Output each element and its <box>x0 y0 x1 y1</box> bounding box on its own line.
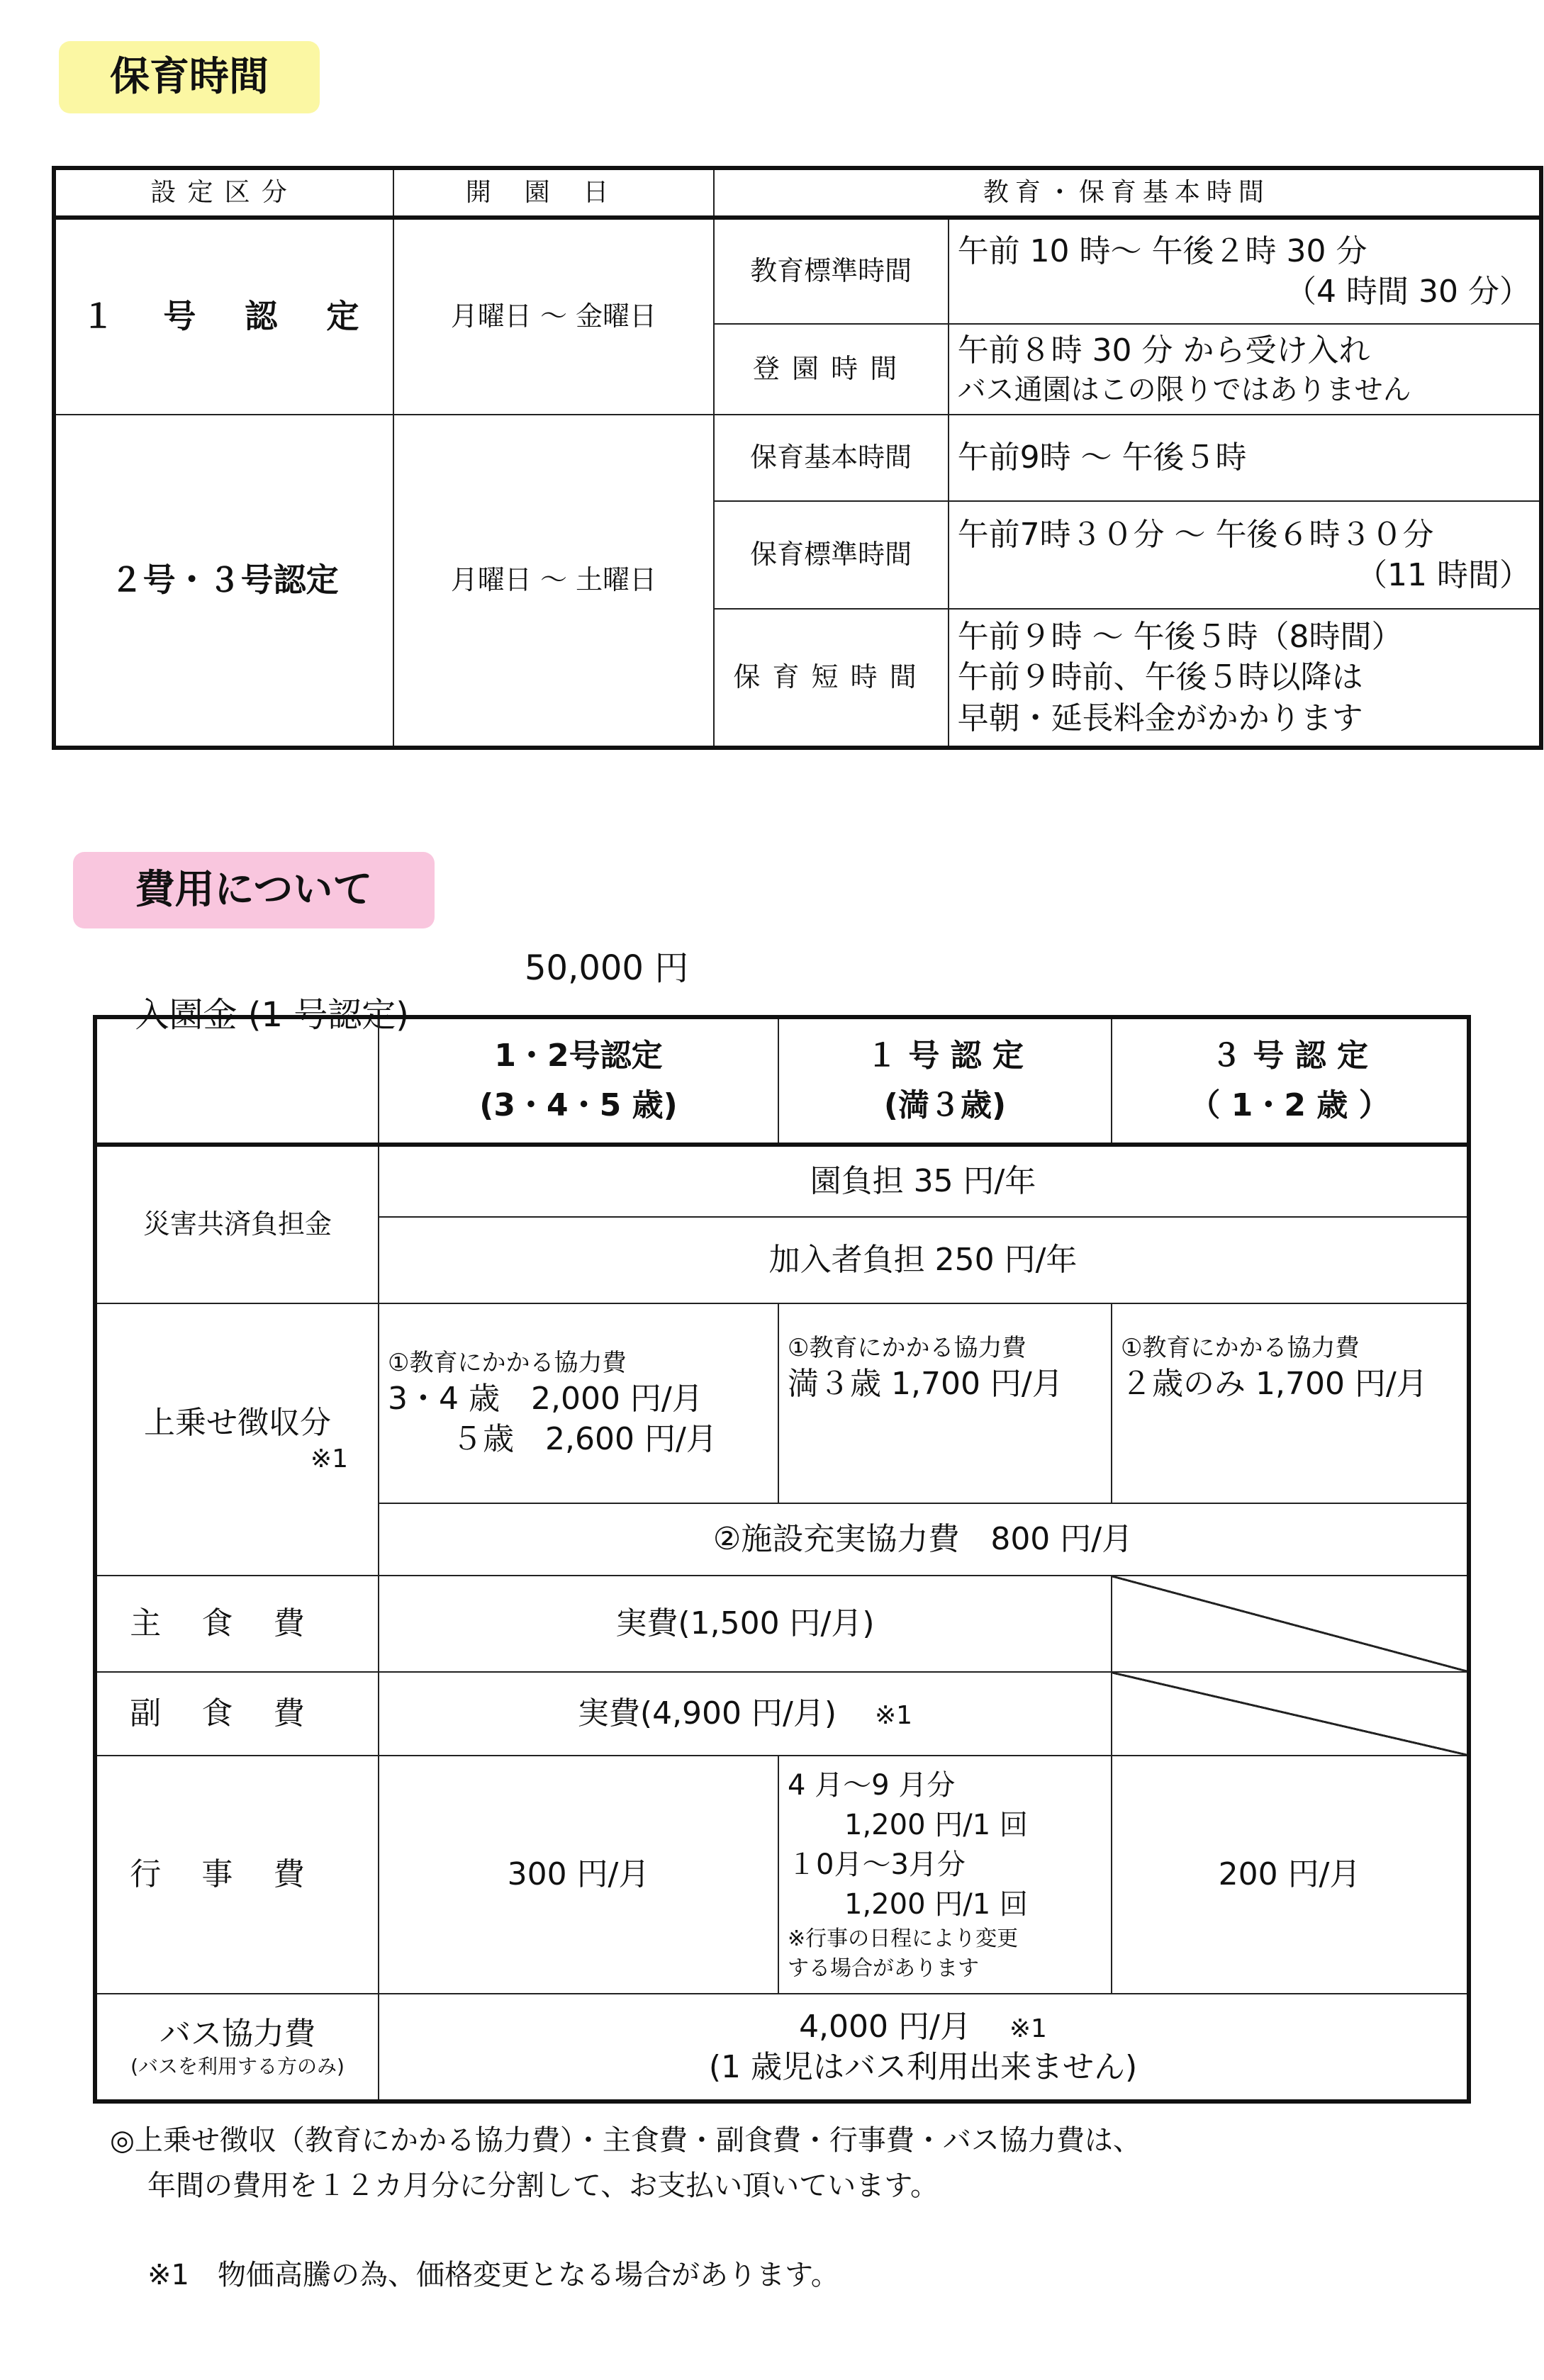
hours-header-row <box>54 168 1541 218</box>
cert23-short-text-1: 午前９時 ～ 午後５時（8時間） <box>957 619 1403 656</box>
extra-col-3-title: ①教育にかかる協力費 <box>1121 1334 1360 1362</box>
extra-label-cell <box>95 1303 379 1576</box>
fees-header-row <box>95 1017 1469 1145</box>
col-2-line-1: １ 号 認 定 <box>866 1037 1024 1074</box>
cert1-arrival-text-1: 午前８時 30 分 から受け入れ <box>957 332 1370 369</box>
events-col-1: 300 円/月 <box>379 1756 778 1994</box>
cert23-standard-cell <box>949 501 1541 609</box>
bus-value: 4,000 円/月 <box>799 2008 971 2045</box>
col-3-line-1: ３ 号 認 定 <box>1211 1037 1368 1074</box>
cert1-label: １ 号 認 定 <box>54 218 393 415</box>
extra-col-3 <box>1112 1303 1469 1503</box>
cert23-standard-duration: （11 時間） <box>1356 557 1531 593</box>
extra-label: 上乗せ徴収分 <box>144 1405 331 1441</box>
fees-section-title: 費用について <box>73 852 435 928</box>
cert1-standard-duration: （4 時間 30 分） <box>1285 274 1531 310</box>
cert1-arrival-text-2: バス通園はこの限りではありません <box>957 373 1411 406</box>
cert23-row-basic <box>54 415 1541 501</box>
footnote-3: ※1 物価高騰の為、価格変更となる場合があります。 <box>147 2259 839 2291</box>
cert23-standard-label: 保育標準時間 <box>714 501 949 609</box>
col-1-line-1: 1・2号認定 <box>494 1037 663 1074</box>
events-label: 行事費 <box>95 1756 379 1994</box>
cert23-standard-time: 午前7時３０分 ～ 午後６時３０分 <box>957 516 1434 553</box>
bus-note: ※1 <box>1009 2014 1047 2043</box>
events-col-2-line-2: 1,200 円/1 回 <box>844 1809 1028 1841</box>
footnote-1: ◎上乗せ徴収（教育にかかる協力費）・主食費・副食費・行事費・バス協力費は、 <box>110 2124 1141 2157</box>
extra-col-1 <box>379 1303 778 1503</box>
entrance-fee-amount: 50,000 円 <box>525 948 689 988</box>
col-3-line-2: （ 1・2 歳 ） <box>1189 1087 1390 1123</box>
cert23-short-text-3: 早朝・延長料金がかかります <box>957 700 1363 736</box>
bus-row <box>95 1994 1469 2101</box>
fees-header-col-2 <box>778 1017 1112 1145</box>
header-basic-hours: 教育・保育基本時間 <box>714 168 1541 218</box>
hours-table <box>52 166 1543 750</box>
cert1-standard-cell <box>949 218 1541 324</box>
disaster-school: 園負担 35 円/年 <box>379 1145 1469 1217</box>
bus-value-line <box>388 2006 1458 2047</box>
cert23-basic-time: 午前9時 ～ 午後５時 <box>949 415 1541 501</box>
extra-note: ※1 <box>310 1444 348 1474</box>
cert1-arrival-label: 登園時間 <box>714 324 949 415</box>
main-food-value: 実費(1,500 円/月) <box>379 1576 1112 1672</box>
extra-row-1 <box>95 1303 1469 1503</box>
fees-table <box>93 1015 1471 2104</box>
bus-value-2: (1 歳児はバス利用出来ません) <box>708 2049 1138 2085</box>
events-col-2-note-2: する場合があります <box>788 1956 979 1981</box>
cert23-short-text-2: 午前９時前、午後５時以降は <box>957 659 1363 696</box>
side-food-cell <box>379 1672 1112 1756</box>
cert23-basic-label: 保育基本時間 <box>714 415 949 501</box>
col-1-line-2: (3・4・5 歳) <box>479 1087 678 1123</box>
bus-label-cell <box>95 1994 379 2101</box>
cert23-days: 月曜日 ～ 土曜日 <box>393 415 713 748</box>
events-row <box>95 1756 1469 1994</box>
main-food-row <box>95 1576 1469 1672</box>
events-col-2-line-1: 4 月～9 月分 <box>788 1769 956 1802</box>
cert1-arrival-cell <box>949 324 1541 415</box>
events-col-2-line-4: 1,200 円/1 回 <box>844 1888 1028 1921</box>
disaster-row-1 <box>95 1145 1469 1217</box>
bus-label: バス協力費 <box>160 2016 315 2053</box>
side-food-note: ※1 <box>875 1701 913 1731</box>
hours-section-title: 保育時間 <box>59 41 320 113</box>
bus-label-sub: (バスを利用する方のみ) <box>130 2055 345 2079</box>
events-col-2-line-3: １0月～3月分 <box>788 1848 966 1881</box>
side-food-label: 副食費 <box>95 1672 379 1756</box>
fees-header-col-3 <box>1112 1017 1469 1145</box>
fees-header-col-1 <box>379 1017 778 1145</box>
extra-col-1-title: ①教育にかかる協力費 <box>388 1348 627 1377</box>
side-food-row <box>95 1672 1469 1756</box>
header-open-days: 開園日 <box>393 168 713 218</box>
events-col-2 <box>778 1756 1112 1994</box>
extra-col-2-line-1: 満３歳 1,700 円/月 <box>788 1366 1063 1403</box>
cert1-standard-time: 午前 10 時～ 午後２時 30 分 <box>957 232 1367 269</box>
entrance-fee-label: 入園金 (1 号認定) <box>135 995 410 1035</box>
cert23-short-cell <box>949 609 1541 748</box>
extra-col-1-line-2: ５歳 2,600 円/月 <box>452 1421 717 1458</box>
events-col-3: 200 円/月 <box>1112 1756 1469 1994</box>
cert23-short-label: 保育短時間 <box>714 609 949 748</box>
main-food-label: 主食費 <box>95 1576 379 1672</box>
extra-col-3-line-1: ２歳のみ 1,700 円/月 <box>1121 1366 1428 1403</box>
header-category: 設定区分 <box>54 168 393 218</box>
fees-header-blank <box>95 1017 379 1145</box>
cert1-row-standard <box>54 218 1541 324</box>
extra-col-1-line-1: 3・4 歳 2,000 円/月 <box>388 1380 703 1417</box>
extra-col-2 <box>778 1303 1112 1503</box>
extra-col-2-title: ①教育にかかる協力費 <box>788 1334 1026 1362</box>
main-food-not-applicable <box>1112 1576 1469 1672</box>
side-food-value: 実費(4,900 円/月) <box>577 1695 837 1732</box>
cert23-label: ２号・３号認定 <box>54 415 393 748</box>
col-2-line-2: (満３歳) <box>883 1087 1007 1123</box>
events-col-2-note-1: ※行事の日程により変更 <box>788 1926 1019 1951</box>
disaster-label: 災害共済負担金 <box>95 1145 379 1303</box>
side-food-not-applicable <box>1112 1672 1469 1756</box>
footnote-2: 年間の費用を１２カ月分に分割して、お支払い頂いています。 <box>147 2169 939 2202</box>
cert1-standard-label: 教育標準時間 <box>714 218 949 324</box>
extra-facility: ②施設充実協力費 800 円/月 <box>379 1503 1469 1576</box>
cert1-days: 月曜日 ～ 金曜日 <box>393 218 713 415</box>
disaster-member: 加入者負担 250 円/年 <box>379 1217 1469 1303</box>
bus-value-cell <box>379 1994 1469 2101</box>
